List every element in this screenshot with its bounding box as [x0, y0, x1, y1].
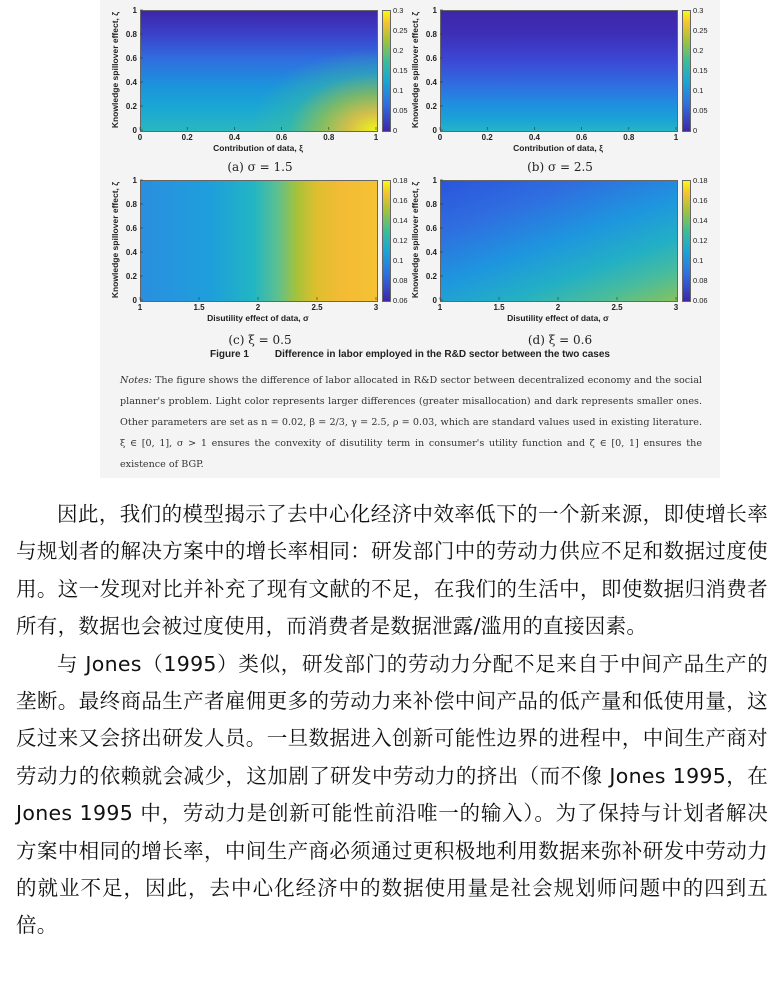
y-tick-label: 0: [132, 296, 137, 305]
x-axis-label: Disutility effect of data, σ: [207, 313, 309, 323]
x-tick-label: 1.5: [193, 303, 205, 312]
y-tick-label: 0.6: [425, 54, 437, 63]
caption-d: (d) ξ = 0.6: [527, 333, 593, 347]
paragraph-2: 与 Jones（1995）类似，研发部门的劳动力分配不足来自于中间产品生产的垄断。最终商品生产者雇佣更多的劳动力来补偿中间产品的低产量和低使用量，这反过来又会挤出研发人员。一旦数据进入创新可能性边界的进程中，中间生产商对劳动力的依赖就会减少，这加剧了研发中劳动力的挤出（而不像 Jones 1995，在 Jones 1995 中，劳动力是创新可能性前沿唯一的输入）。为了保持与计划者解决方案中相同的增长率，中间生产商必须通过更积极地利用数据来弥补研发中劳动力的就业不足，因此，去中心化经济中的数据使用量是社会规划师问题中的四到五倍。: [16, 651, 768, 938]
axes-c: [100, 175, 408, 355]
colorbar-tick-label: 0.08: [393, 276, 408, 285]
colorbar-tick-label: 0.25: [393, 26, 408, 35]
panel-b: [410, 0, 720, 180]
colorbar-tick-label: 0.15: [693, 66, 708, 75]
colorbar-tick-label: 0.06: [693, 296, 708, 305]
colorbar-tick-label: 0.12: [393, 236, 408, 245]
figure-number: Figure 1: [210, 349, 249, 360]
y-tick-label: 0: [132, 126, 137, 135]
x-tick-label: 2.5: [311, 303, 323, 312]
caption-b: (b) σ = 2.5: [527, 160, 593, 174]
colorbar-tick-label: 0: [393, 126, 398, 135]
y-tick-label: 0.4: [125, 248, 137, 257]
x-axis-label: Contribution of data, ξ: [513, 143, 603, 153]
y-tick-label: 0.6: [125, 54, 137, 63]
x-tick-label: 0.2: [481, 133, 493, 142]
colorbar-tick-label: 0.16: [693, 196, 708, 205]
colorbar-tick-label: 0.25: [693, 26, 708, 35]
colorbar-tick-label: 0.3: [693, 6, 704, 15]
x-tick-label: 0.8: [323, 133, 335, 142]
y-tick-label: 0.4: [125, 78, 137, 87]
y-tick-label: 0.4: [425, 248, 437, 257]
y-tick-label: 1: [432, 6, 437, 15]
colorbar-tick-label: 0.14: [693, 216, 708, 225]
y-axis-label: Knowledge spillover effect, ζ: [110, 181, 120, 299]
colorbar-tick-label: 0.15: [393, 66, 408, 75]
colorbar-tick-label: 0.12: [693, 236, 708, 245]
figure-title: [100, 349, 720, 360]
y-tick-label: 0: [432, 126, 437, 135]
x-tick-label: 1: [137, 303, 143, 312]
y-tick-label: 0.2: [425, 102, 437, 111]
panel-a: [100, 0, 408, 180]
x-axis-label: Contribution of data, ξ: [213, 143, 303, 153]
colorbar-tick-label: 0.05: [393, 106, 408, 115]
figure: [100, 0, 720, 478]
figure-notes: [120, 370, 702, 475]
y-axis-label: Knowledge spillover effect, ζ: [410, 11, 420, 129]
axes-d: [410, 175, 720, 355]
y-tick-label: 0.4: [425, 78, 437, 87]
x-axis-label: Disutility effect of data, σ: [507, 313, 609, 323]
x-tick-label: 3: [673, 303, 679, 312]
x-tick-label: 1: [673, 133, 679, 142]
y-axis-label: Knowledge spillover effect, ζ: [410, 181, 420, 299]
y-tick-label: 0.8: [425, 200, 437, 209]
y-axis-label: Knowledge spillover effect, ζ: [110, 11, 120, 129]
x-tick-label: 1.5: [493, 303, 505, 312]
colorbar-tick-label: 0.1: [393, 256, 404, 265]
y-tick-label: 1: [132, 176, 137, 185]
colorbar-tick-label: 0.2: [693, 46, 704, 55]
colorbar-tick-label: 0.1: [693, 256, 704, 265]
y-tick-label: 0.2: [125, 272, 137, 281]
colorbar-tick-label: 0.08: [693, 276, 708, 285]
colorbar-tick-label: 0.14: [393, 216, 408, 225]
x-tick-label: 0.6: [576, 133, 588, 142]
figure-title-text: Difference in labor employed in the R&D sector between the two cases: [274, 349, 610, 360]
colorbar-tick-label: 0.06: [393, 296, 408, 305]
body-text: [16, 496, 768, 945]
notes-label: Notes:: [120, 375, 152, 386]
x-tick-label: 0.6: [276, 133, 288, 142]
y-tick-label: 0: [432, 296, 437, 305]
x-tick-label: 2.5: [611, 303, 623, 312]
colorbar-tick-label: 0.1: [393, 86, 404, 95]
panel-c: [100, 175, 408, 355]
notes-text: The figure shows the difference of labor allocated in R&D sector between decentralized economy and the social planner's problem. Light color represents larger differences (greater misallocation) and dark represents smaller ones. Other parameters are set as n = 0.02, β = 2/3, γ = 2.5, ρ = 0.03, which are standard values used in existing literature. ξ ∈ [0, 1], σ > 1 ensures the convexity of disutility term in consumer's utility function and ζ ∈ [0, 1] ensures the existence of BGP.: [120, 375, 702, 470]
y-tick-label: 0.8: [125, 30, 137, 39]
caption-a: (a) σ = 1.5: [227, 160, 293, 174]
colorbar-tick-label: 0.3: [393, 6, 404, 15]
x-tick-label: 1: [437, 303, 443, 312]
colorbar-tick-label: 0.1: [693, 86, 704, 95]
axes-b: [410, 0, 720, 180]
y-tick-label: 0.8: [425, 30, 437, 39]
x-tick-label: 0.4: [228, 133, 240, 142]
y-tick-label: 0.2: [425, 272, 437, 281]
x-tick-label: 0: [137, 133, 143, 142]
x-tick-label: 0: [437, 133, 443, 142]
x-tick-label: 0.4: [528, 133, 540, 142]
paragraph-1: 因此，我们的模型揭示了去中心化经济中效率低下的一个新来源，即使增长率与规划者的解决方案中的增长率相同：研发部门中的劳动力供应不足和数据过度使用。这一发现对比并补充了现有文献的不足，在我们的生活中，即使数据归消费者所有，数据也会被过度使用，而消费者是数据泄露/滥用的直接因素。: [16, 502, 768, 639]
x-tick-label: 0.2: [181, 133, 193, 142]
x-tick-label: 1: [373, 133, 379, 142]
y-tick-label: 1: [432, 176, 437, 185]
colorbar-tick-label: 0.16: [393, 196, 408, 205]
colorbar-tick-label: 0.18: [693, 176, 708, 185]
caption-c: (c) ξ = 0.5: [228, 333, 292, 347]
y-tick-label: 0.8: [125, 200, 137, 209]
x-tick-label: 2: [255, 303, 261, 312]
colorbar-tick-label: 0.05: [693, 106, 708, 115]
y-tick-label: 1: [132, 6, 137, 15]
panel-d: [410, 175, 720, 355]
colorbar-tick-label: 0: [693, 126, 698, 135]
colorbar-tick-label: 0.18: [393, 176, 408, 185]
x-tick-label: 0.8: [623, 133, 635, 142]
y-tick-label: 0.2: [125, 102, 137, 111]
colorbar-tick-label: 0.2: [393, 46, 404, 55]
y-tick-label: 0.6: [425, 224, 437, 233]
x-tick-label: 3: [373, 303, 379, 312]
axes-a: [100, 0, 408, 180]
y-tick-label: 0.6: [125, 224, 137, 233]
x-tick-label: 2: [555, 303, 561, 312]
